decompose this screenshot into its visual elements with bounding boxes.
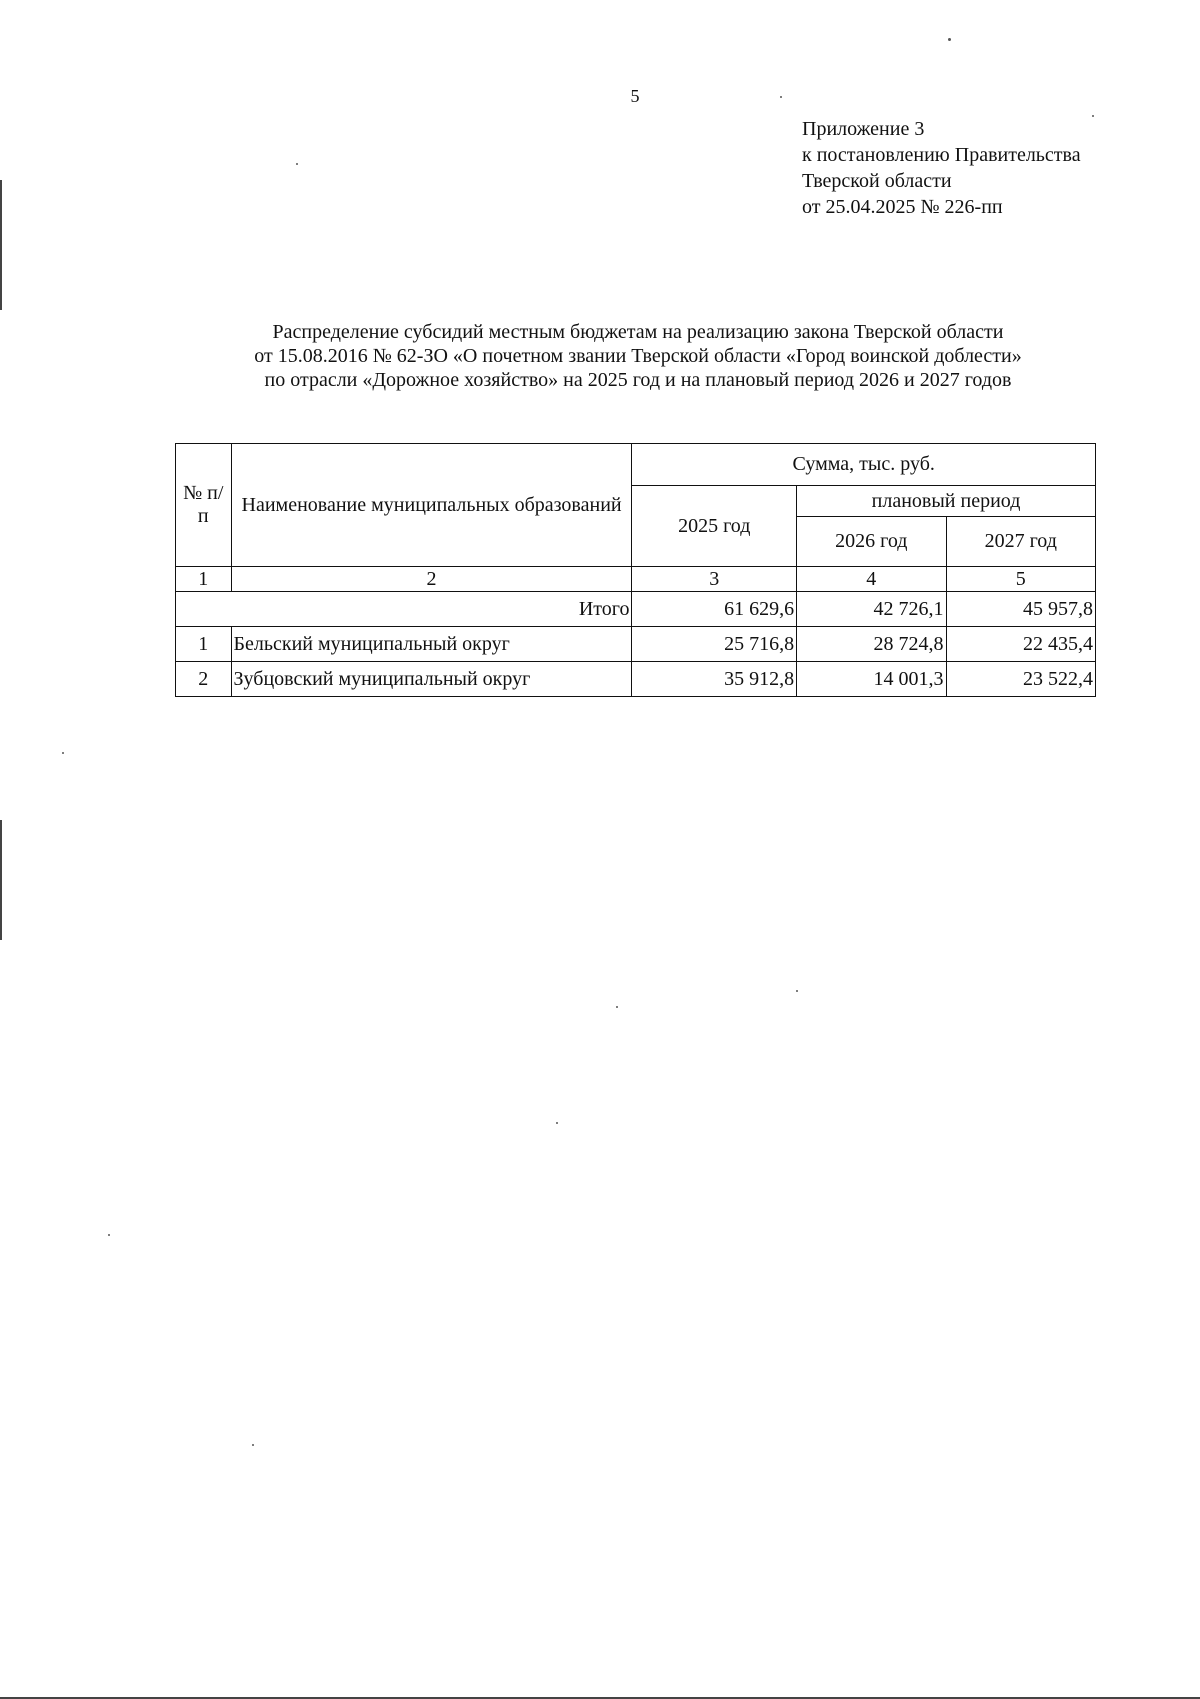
total-2026: 42 726,1: [797, 592, 946, 627]
appendix-block: [802, 116, 1081, 220]
column-index: 2: [231, 567, 632, 592]
scan-speck: [1092, 115, 1094, 117]
header-2026: 2026 год: [797, 517, 946, 567]
row-name: Зубцовский муниципальный округ: [231, 662, 632, 697]
appendix-line: Тверской области: [802, 170, 952, 192]
row-name: Бельский муниципальный округ: [231, 627, 632, 662]
table-header-row: [176, 444, 1096, 486]
row-2025: 25 716,8: [632, 627, 797, 662]
row-2026: 28 724,8: [797, 627, 946, 662]
scan-speck: [252, 1444, 254, 1446]
scan-speck: [296, 163, 298, 165]
row-2026: 14 001,3: [797, 662, 946, 697]
appendix-line: Приложение 3: [802, 118, 925, 140]
column-index: 4: [797, 567, 946, 592]
row-2027: 22 435,4: [946, 627, 1095, 662]
title-line: от 15.08.2016 № 62-ЗО «О почетном звании Тверской области «Город воинской доблести»: [254, 345, 1022, 367]
header-planned-period: плановый период: [797, 486, 1096, 517]
row-2027: 23 522,4: [946, 662, 1095, 697]
scan-speck: [796, 990, 798, 992]
row-2025: 35 912,8: [632, 662, 797, 697]
column-index: 1: [176, 567, 232, 592]
scan-edge-mark: [0, 180, 2, 310]
title-line: по отрасли «Дорожное хозяйство» на 2025 год и на плановый период 2026 и 2027 годов: [264, 369, 1012, 391]
subsidy-table: [175, 443, 1096, 697]
scan-speck: [62, 752, 64, 754]
header-2025: 2025 год: [632, 486, 797, 567]
total-2025: 61 629,6: [632, 592, 797, 627]
row-num: 2: [176, 662, 232, 697]
appendix-line: к постановлению Правительства: [802, 144, 1081, 166]
table-row: [176, 627, 1096, 662]
title-line: Распределение субсидий местным бюджетам на реализацию закона Тверской области: [272, 321, 1004, 343]
header-num: № п/п: [176, 444, 232, 567]
total-2027: 45 957,8: [946, 592, 1095, 627]
page-number: 5: [630, 86, 640, 106]
document-title: [160, 320, 1116, 392]
scan-speck: [780, 96, 782, 98]
column-index: 3: [632, 567, 797, 592]
appendix-line: от 25.04.2025 № 226-пп: [802, 196, 1003, 218]
row-num: 1: [176, 627, 232, 662]
scan-edge-mark: [0, 820, 2, 940]
table-row: [176, 662, 1096, 697]
column-index: 5: [946, 567, 1095, 592]
column-index-row: [176, 567, 1096, 592]
scan-speck: [556, 1122, 558, 1124]
header-sum: Сумма, тыс. руб.: [632, 444, 1096, 486]
header-name: Наименование муниципальных образований: [231, 444, 632, 567]
scan-speck: [108, 1234, 110, 1236]
scan-speck: [948, 38, 951, 41]
scan-speck: [616, 1006, 618, 1008]
header-2027: 2027 год: [946, 517, 1095, 567]
total-row: [176, 592, 1096, 627]
total-label: Итого: [176, 592, 632, 627]
